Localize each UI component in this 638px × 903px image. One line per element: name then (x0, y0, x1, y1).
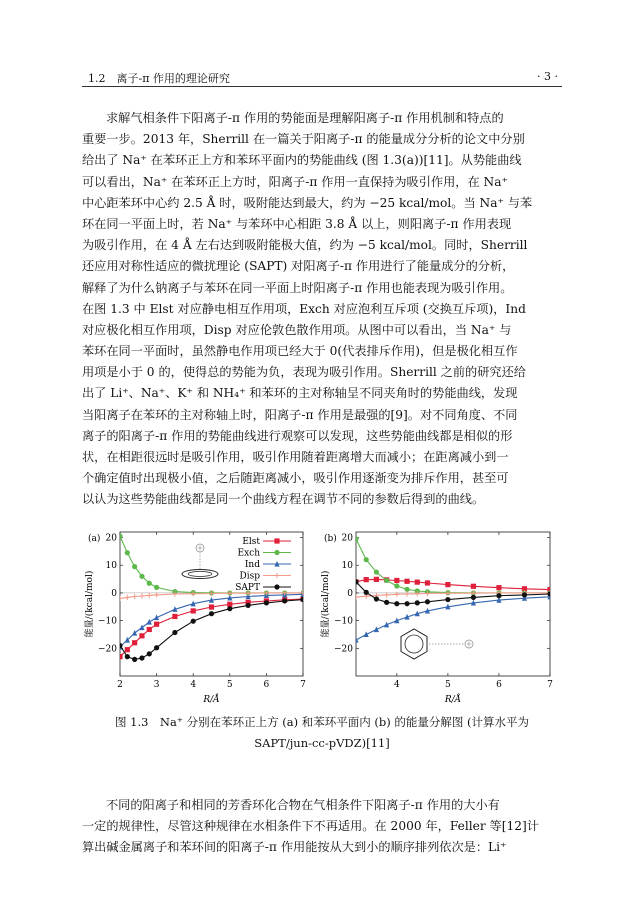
data-point (496, 593, 501, 598)
data-point (374, 570, 379, 575)
data-point (227, 606, 232, 611)
data-point (125, 550, 130, 555)
data-point (139, 624, 144, 630)
data-point (139, 574, 144, 579)
data-point (364, 557, 369, 562)
text-line: 解释了为什么钠离子与苯环在同一平面上时阳离子-π 作用也能表现为吸引作用。 (82, 280, 513, 295)
data-point (147, 593, 152, 598)
data-point (404, 579, 409, 584)
data-point (117, 654, 122, 659)
data-point (117, 596, 122, 601)
data-point (246, 603, 251, 608)
text-line: 给出了 Na⁺ 在苯环正上方和苯环平面内的势能曲线 (图 1.3(a))[11]。从势能曲线 (82, 153, 522, 168)
data-point (117, 534, 122, 539)
figure-caption (82, 712, 562, 754)
data-point (353, 637, 358, 643)
series-elst (353, 577, 552, 592)
data-point (384, 578, 389, 583)
benzene-ring-inner (188, 572, 212, 577)
data-point (147, 627, 152, 632)
text-line: 一定的规律性，尽管这种规律在水相条件下不再适用。在 2000 年，Feller 等[12]计 (82, 819, 539, 834)
panel-label: (a) (88, 534, 101, 544)
text-line: 环在同一平面上时，若 Na⁺ 与苯环中心相距 3.8 Å 以上，则阳离子-π 作用表现 (82, 216, 512, 231)
text-line: 算出碱金属离子和苯环间的阳离子-π 作用能按从大到小的顺序排列依次是：Li⁺ (82, 840, 507, 855)
y-tick-label: −10 (334, 616, 353, 627)
text-line: 求解气相条件下阳离子-π 作用的势能面是理解阳离子-π 作用机制和特点的 (106, 111, 504, 125)
x-tick-label: 6 (496, 680, 502, 690)
data-point (191, 608, 196, 613)
x-tick-label: 7 (300, 680, 306, 690)
x-tick-label: 6 (263, 680, 270, 690)
series-line (116, 594, 303, 651)
data-point (404, 601, 409, 606)
data-point (425, 580, 430, 585)
data-point (132, 630, 137, 636)
data-point (394, 601, 399, 606)
data-point (132, 657, 137, 662)
text-line: 为吸引作用，在 4 Å 左右达到吸附能极大值，约为 −5 kcal/mol。同时，Sherrill (82, 238, 528, 253)
y-tick-label: −10 (98, 616, 117, 627)
y-axis-label: 能量/(kcal/mol) (321, 570, 331, 638)
data-point (147, 619, 152, 625)
text-line: 在图 1.3 中 Elst 对应静电相互作用项，Exch 对应泡利互斥项 (交换互斥项)，Ind (82, 301, 526, 316)
data-point (394, 583, 399, 588)
data-point (227, 602, 232, 607)
text-line: 以认为这些势能曲线都是同一个曲线方程在调节不同的参数后得到的曲线。 (82, 492, 485, 507)
data-point (114, 657, 119, 662)
data-point (384, 600, 389, 605)
data-point (374, 596, 379, 601)
text-line: 离子的阳离子-π 作用的势能曲线进行观察可以发现，这些势能曲线都是相似的形 (82, 428, 513, 443)
data-point (353, 536, 358, 541)
y-tick-label: 0 (347, 588, 353, 599)
data-point (132, 640, 137, 645)
data-point (125, 647, 130, 652)
page-number: · 3 · (537, 70, 558, 83)
data-point (264, 600, 269, 605)
benzene-side-icon (182, 570, 218, 579)
data-point (191, 619, 196, 624)
data-point (364, 577, 369, 582)
y-tick-label: 0 (111, 588, 117, 599)
data-point (394, 578, 399, 583)
data-point (172, 614, 177, 619)
data-point (547, 591, 552, 596)
data-point (147, 581, 152, 586)
data-point (139, 633, 144, 638)
data-point (147, 651, 152, 656)
text-line: 用项是小于 0 的，使得总的势能为负，表现为吸引作用。Sherrill 之前的研究还给 (82, 365, 526, 380)
data-point (394, 592, 399, 597)
caption-line-2: SAPT/jun-cc-pVDZ)[11] (254, 736, 390, 750)
legend-label: Exch (237, 548, 260, 559)
text-line: 个确定值时出现极小值，之后随距离减小，吸引作用逐渐变为排斥作用，甚至可 (82, 471, 509, 486)
data-point (471, 584, 476, 589)
x-tick-label: 5 (226, 680, 233, 690)
y-tick-label: 20 (341, 533, 353, 544)
text-line: 不同的阳离子和相同的芳香环化合物在气相条件下阳离子-π 作用的大小有 (106, 798, 500, 812)
data-point (274, 573, 279, 578)
data-point (425, 599, 430, 604)
data-point (445, 582, 450, 587)
data-point (117, 643, 122, 648)
data-point (154, 622, 159, 627)
data-point (415, 600, 420, 605)
legend-label: Disp (239, 571, 260, 582)
benzene-ring-inner (405, 635, 423, 653)
data-point (353, 594, 358, 599)
text-line: 可以看出，Na⁺ 在苯环正上方时，阳离子-π 作用一直保持为吸引作用，在 Na⁺ (82, 174, 508, 189)
x-tick-label: 4 (393, 680, 400, 690)
y-tick-label: −20 (98, 644, 117, 655)
x-axis-label: R/Å (203, 695, 220, 705)
y-tick-label: 20 (105, 533, 117, 544)
legend-label: Elst (242, 537, 260, 547)
data-point (496, 585, 501, 590)
text-line: 中心距苯环中心约 2.5 Å 时，吸附能达到最大，约为 −25 kcal/mol。当 Na⁺ 与苯 (82, 195, 533, 210)
data-point (209, 611, 214, 616)
text-line: 出了 Li⁺、Na⁺、K⁺ 和 NH₄⁺ 和苯环的主对称轴呈不同夹角时的势能曲线，发现 (82, 386, 518, 401)
data-point (132, 564, 137, 569)
data-point (114, 633, 119, 638)
text-line: 状，在相距很远时是吸引作用，吸引作用随着距离增大而减小；在距离减小到一 (82, 450, 509, 464)
text-line: 重要一步。2013 年，Sherrill 在一篇关于阳离子-π 的能量成分分析的论文中分别 (82, 132, 525, 147)
y-axis-label: 能量/(kcal/mol) (85, 570, 95, 638)
data-point (404, 587, 409, 592)
data-point (445, 597, 450, 602)
data-point (404, 591, 409, 596)
text-line: 还应用对称性适应的微扰理论 (SAPT) 对阳离子-π 作用进行了能量成分的分析， (82, 259, 515, 274)
panel-label: (b) (324, 534, 337, 544)
caption-line-1: 图 1.3 Na⁺ 分别在苯环正上方 (a) 和苯环平面内 (b) 的能量分解图 (计算水平为 (114, 715, 529, 729)
section-title: 1.2 离子-π 作用的理论研究 (88, 72, 230, 85)
data-point (274, 584, 279, 589)
data-point (209, 604, 214, 609)
data-point (172, 630, 177, 635)
data-point (300, 597, 305, 602)
text-line: 当阳离子在苯环的主对称轴上时，阳离子-π 作用是最强的[9]。对不同角度、不同 (82, 407, 518, 422)
x-tick-label: 3 (153, 680, 160, 690)
data-point (364, 590, 369, 595)
data-point (471, 595, 476, 600)
data-point (125, 654, 130, 659)
x-tick-label: 4 (190, 680, 197, 690)
data-point (125, 595, 130, 600)
x-axis-label: R/Å (444, 695, 462, 705)
x-tick-label: 7 (547, 680, 553, 690)
data-point (522, 592, 527, 597)
data-point (415, 580, 420, 585)
data-point (139, 593, 144, 598)
x-tick-label: 5 (445, 680, 451, 690)
y-tick-label: 10 (341, 561, 353, 572)
y-tick-label: −20 (334, 644, 353, 655)
y-tick-label: 10 (105, 561, 117, 572)
paragraph-2 (82, 795, 562, 859)
cation-plus (198, 546, 203, 551)
data-point (139, 655, 144, 660)
data-point (274, 550, 279, 555)
legend-label: Ind (244, 560, 260, 570)
data-point (132, 594, 137, 599)
cation-plus (467, 642, 472, 647)
data-point (154, 645, 159, 650)
data-point (374, 577, 379, 582)
text-line: 对应极化相互作用项，Disp 对应伦敦色散作用项。从图中可以看出，当 Na⁺ 与 (82, 322, 512, 337)
data-point (282, 598, 287, 603)
data-point (353, 579, 358, 584)
x-tick-label: 2 (117, 680, 123, 690)
data-point (154, 585, 159, 590)
legend-label: SAPT (235, 583, 260, 593)
text-line: 苯环在同一平面时，虽然静电作用项已经大于 0(代表排斥作用)，但是极化相互作 (82, 344, 518, 359)
data-point (274, 538, 279, 543)
